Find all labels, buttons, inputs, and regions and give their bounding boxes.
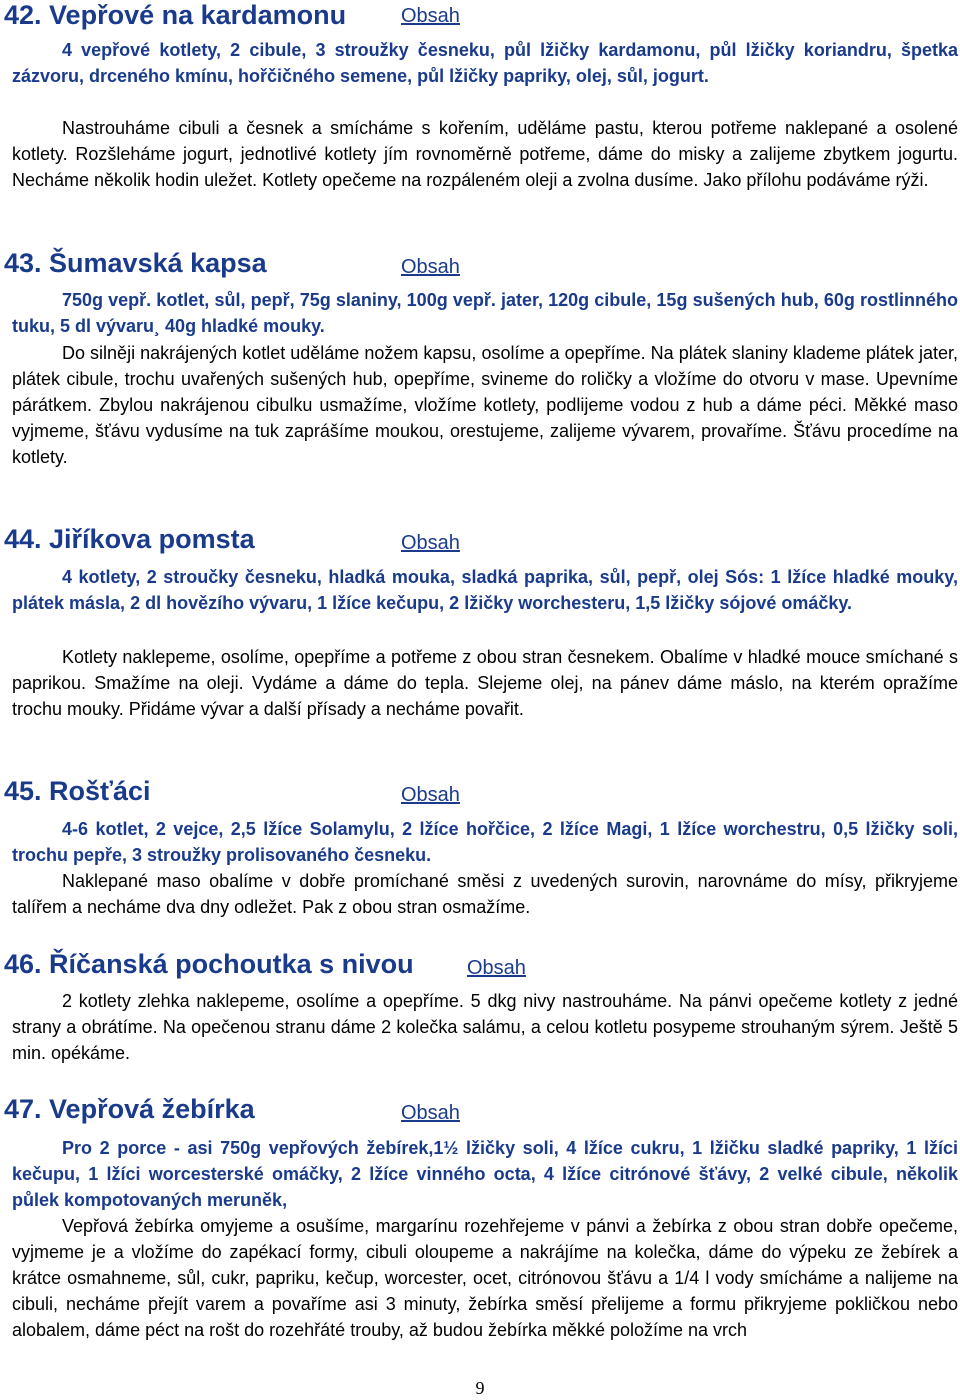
recipe-title-row: [4, 776, 151, 807]
toc-link[interactable]: Obsah: [401, 5, 460, 27]
recipe-instructions: Kotlety naklepeme, osolíme, opepříme a potřeme z obou stran česnekem. Obalíme v hladké mouce smíchané s paprikou. Smažíme na oleji. Vydáme a dáme do tepla. Slejeme olej, na pánev dáme máslo, na kterém opražíme trochu mouky. Přidáme vývar a další přísady a necháme povařit.: [12, 647, 958, 719]
recipe-title: 47. Vepřová žebírka: [4, 1094, 255, 1124]
recipe-ingredients: 4 kotlety, 2 stroučky česneku, hladká mouka, sladká paprika, sůl, pepř, olej Sós: 1 lžíce hladké mouky, plátek másla, 2 dl hovězího vývaru, 1 lžíce kečupu, 2 lžičky worchesteru, 1,5 lžičky sójové omáčky.: [12, 567, 958, 613]
page-number: 9: [475, 1378, 485, 1398]
recipe-instructions: Nastrouháme cibuli a česnek a smícháme s kořením, uděláme pastu, kterou potřeme naklepané a osolené kotlety. Rozšleháme jogurt, jednotlivé kotlety jím rovnoměrně potřeme, dáme do misky a zalijeme zbytkem jogurtu. Necháme několik hodin uležet. Kotlety opečeme na rozpáleném oleji a zvolna dusíme. Jako přílohu podáváme rýži.: [12, 118, 958, 190]
recipe-title-row: [4, 949, 414, 980]
recipe-ingredients: 4 vepřové kotlety, 2 cibule, 3 stroužky česneku, půl lžičky kardamonu, půl lžičky koriandru, špetka zázvoru, drceného kmínu, hořčičného semene, půl lžičky papriky, olej, sůl, jogurt.: [12, 40, 958, 86]
recipe-title: 46. Říčanská pochoutka s nivou: [4, 949, 414, 979]
toc-link[interactable]: Obsah: [401, 784, 460, 806]
recipe-title: 45. Rošťáci: [4, 776, 151, 806]
recipe-title-row: [4, 1094, 255, 1125]
toc-link[interactable]: Obsah: [401, 532, 460, 554]
recipe-instructions: Naklepané maso obalíme v dobře promíchané směsi z uvedených surovin, narovnáme do mísy, přikryjeme talířem a necháme dva dny odležet. Pak z obou stran osmažíme.: [12, 871, 958, 917]
toc-link[interactable]: Obsah: [467, 957, 526, 979]
recipe-title: 44. Jiříkova pomsta: [4, 524, 255, 554]
recipe-instructions: 2 kotlety zlehka naklepeme, osolíme a opepříme. 5 dkg nivy nastrouháme. Na pánvi opečeme kotlety z jedné strany a obrátíme. Na opečenou stranu dáme 2 kolečka salámu, a celou kotletu posypeme strouhaným sýrem. Ještě 5 min. opékáme.: [12, 991, 958, 1063]
recipe-instructions: Vepřová žebírka omyjeme a osušíme, margarínu rozehřejeme v pánvi a žebírka z obou stran dobře opečeme, vyjmeme je a vložíme do zapékací formy, cibuli oloupeme a nakrájíme na kolečka, dáme do výpeku ze žebírek a krátce osmahneme, sůl, cukr, papriku, kečup, worcester, ocet, citrónovou šťávu a 1/4 l vody smícháme a nalijeme na cibuli, necháme přejít varem a povaříme asi 3 minuty, žebírka směsí přelijeme a formu přikryjeme pokličkou nebo alobalem, dáme péct na rošt do rozehřáté trouby, až budou žebírka měkké položíme na vrch: [12, 1216, 958, 1340]
recipe-title-row: [4, 0, 346, 31]
recipe-ingredients: Pro 2 porce - asi 750g vepřových žebírek,1½ lžičky soli, 4 lžíce cukru, 1 lžičku sladké papriky, 1 lžíci kečupu, 1 lžíci worcesterské omáčky, 2 lžíce vinného octa, 4 lžíce citrónové šťávy, 2 velké cibule, několik půlek kompotovaných meruněk,: [12, 1138, 958, 1210]
recipe-ingredients: 750g vepř. kotlet, sůl, pepř, 75g slaniny, 100g vepř. jater, 120g cibule, 15g sušených hub, 60g rostlinného tuku, 5 dl vývaru¸ 40g hladké mouky.: [12, 290, 958, 336]
recipe-ingredients: 4-6 kotlet, 2 vejce, 2,5 lžíce Solamylu, 2 lžíce hořčice, 2 lžíce Magi, 1 lžíce worchestru, 0,5 lžičky soli, trochu pepře, 3 stroužky prolisovaného česneku.: [12, 819, 958, 865]
recipe-instructions: Do silněji nakrájených kotlet uděláme nožem kapsu, osolíme a opepříme. Na plátek slaniny klademe plátek jater, plátek cibule, trochu uvařených sušených hub, opepříme, svineme do roličky a vložíme do otvoru v mase. Upevníme párátkem. Zbylou nakrájenou cibulku usmažíme, vložíme kotlety, podlijeme vodou z hub a dáme péci. Měkké maso vyjmeme, šťávu vydusíme na tuk zaprášíme moukou, orestujeme, zalijeme vývarem, provaříme. Šťávu procedíme na kotlety.: [12, 343, 958, 467]
recipe-title-row: [4, 248, 267, 279]
recipe-title: 42. Vepřové na kardamonu: [4, 0, 347, 30]
toc-link[interactable]: Obsah: [401, 256, 460, 278]
recipe-title-row: [4, 524, 255, 555]
recipe-title: 43. Šumavská kapsa: [4, 248, 267, 278]
toc-link[interactable]: Obsah: [401, 1102, 460, 1124]
